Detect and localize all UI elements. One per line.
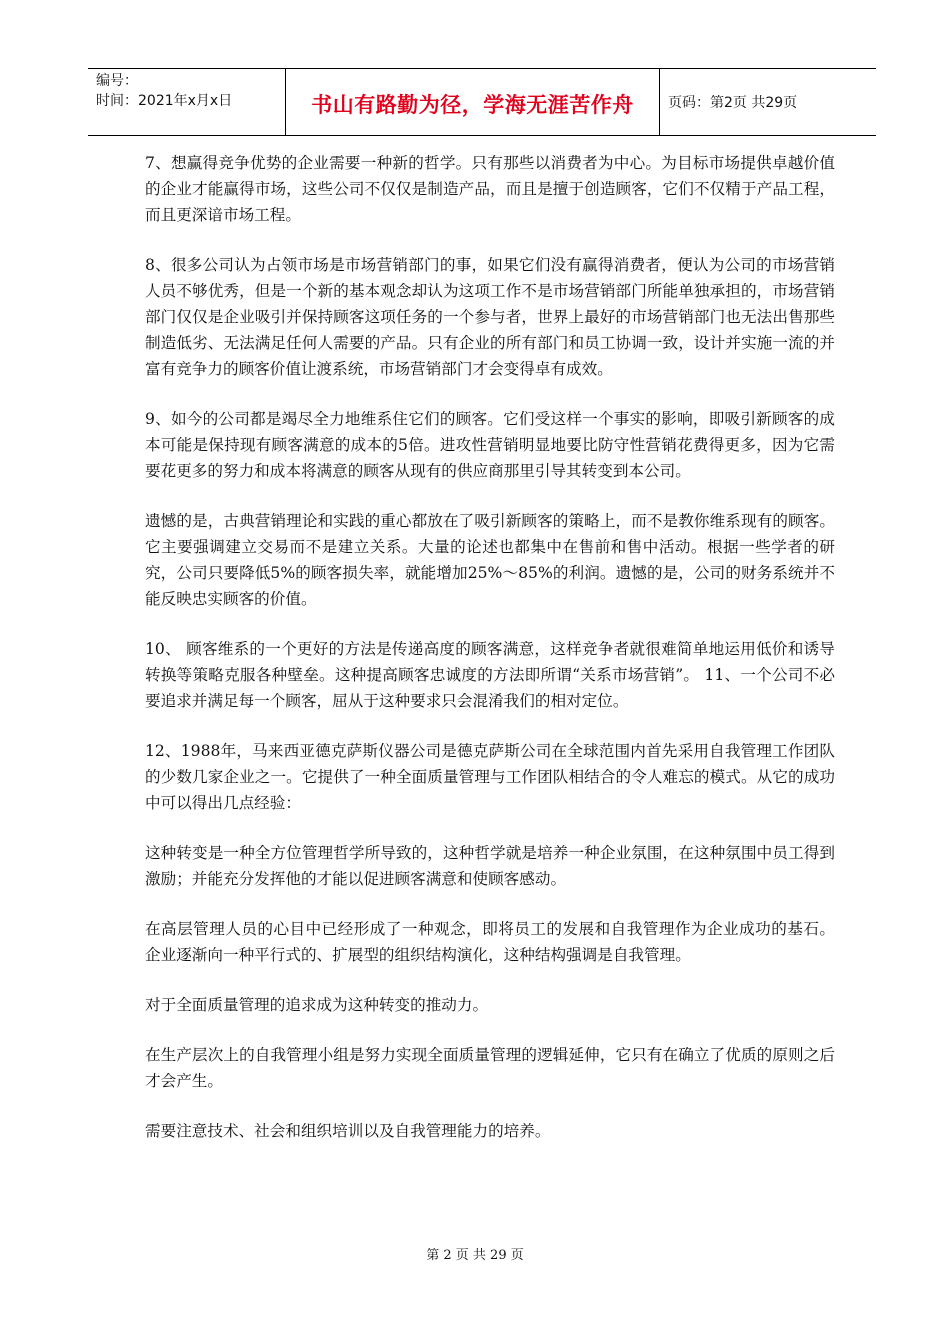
paragraph: 10、 顾客维系的一个更好的方法是传递高度的顾客满意，这样竞争者就很难简单地运用低价和诱导转换等策略克服各种壁垒。这种提高顾客忠诚度的方法即所谓“关系市场营销”。 11、一个公司不必要追求并满足每一个顾客，屈从于这种要求只会混淆我们的相对定位。	[145, 640, 835, 710]
paragraph: 遗憾的是，古典营销理论和实践的重心都放在了吸引新顾客的策略上，而不是教你维系现有的顾客。它主要强调建立交易而不是建立关系。大量的论述也都集中在售前和售中活动。根据一些学者的研究，公司只要降低5%的顾客损失率，就能增加25%～85%的利润。遗憾的是，公司的财务系统并不能反映忠实顾客的价值。	[145, 512, 835, 608]
paragraph: 需要注意技术、社会和组织培训以及自我管理能力的培养。	[145, 1122, 551, 1140]
header-motto: 书山有路勤为径，学海无涯苦作舟	[311, 93, 634, 117]
paragraph: 12、1988年，马来西亚德克萨斯仪器公司是德克萨斯公司在全球范围内首先采用自我管理工作团队的少数几家企业之一。它提供了一种全面质量管理与工作团队相结合的令人难忘的模式。从它的成功中可以得出几点经验：	[145, 742, 835, 812]
paragraph: 9、如今的公司都是竭尽全力地维系住它们的顾客。它们受这样一个事实的影响，即吸引新顾客的成本可能是保持现有顾客满意的成本的5倍。进攻性营销明显地要比防守性营销花费得更多，因为它需要花更多的努力和成本将满意的顾客从现有的供应商那里引导其转变到本公司。	[145, 410, 835, 480]
page-footer	[0, 1244, 950, 1263]
paragraph: 7、想赢得竞争优势的企业需要一种新的哲学。只有那些以消费者为中心。为目标市场提供卓越价值的企业才能赢得市场，这些公司不仅仅是制造产品，而且是擅于创造顾客，它们不仅精于产品工程，而且更深谙市场工程。	[145, 154, 835, 224]
header-page-cell	[660, 69, 876, 135]
document-time-label: 时间：2021年x月x日	[96, 93, 233, 109]
paragraph: 在生产层次上的自我管理小组是努力实现全面质量管理的逻辑延伸，它只有在确立了优质的原则之后才会产生。	[145, 1046, 835, 1090]
paragraph: 8、很多公司认为占领市场是市场营销部门的事，如果它们没有赢得消费者，便认为公司的市场营销人员不够优秀，但是一个新的基本观念却认为这项工作不是市场营销部门所能单独承担的，市场营销部门仅仅是企业吸引并保持顾客这项任务的一个参与者，世界上最好的市场营销部门也无法出售那些制造低劣、无法满足任何人需要的产品。只有企业的所有部门和员工协调一致，设计并实施一流的并富有竞争力的顾客价值让渡系统，市场营销部门才会变得卓有成效。	[145, 256, 835, 378]
paragraph: 对于全面质量管理的追求成为这种转变的推动力。	[145, 996, 489, 1014]
footer-page-number: 第 2 页 共 29 页	[426, 1248, 524, 1263]
paragraph: 这种转变是一种全方位管理哲学所导致的，这种哲学就是培养一种企业氛围，在这种氛围中员工得到激励；并能充分发挥他的才能以促进顾客满意和使顾客感动。	[145, 844, 835, 888]
header-meta	[88, 69, 286, 135]
document-body	[145, 150, 835, 1168]
paragraph: 在高层管理人员的心目中已经形成了一种观念，即将员工的发展和自我管理作为企业成功的基石。 企业逐渐向一种平行式的、扩展型的组织结构演化，这种结构强调是自我管理。	[145, 920, 835, 964]
header-motto-cell	[286, 69, 660, 135]
page-header	[88, 68, 876, 136]
header-page-label: 页码：第2页 共29页	[668, 95, 798, 111]
document-number-label: 编号：	[96, 73, 138, 89]
